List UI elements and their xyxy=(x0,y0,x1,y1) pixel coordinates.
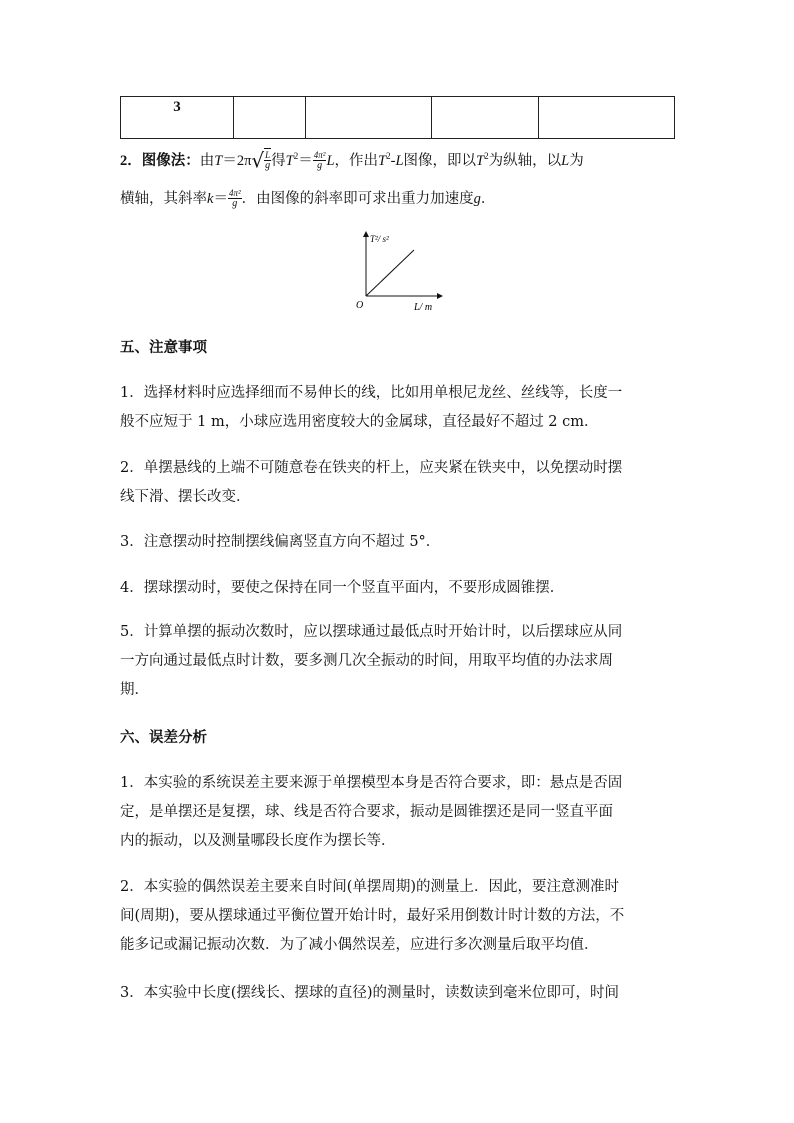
sqrt-sign: √ xyxy=(251,148,265,173)
note-4: 4．摆球摆动时，要使之保持在同一个竖直平面内，不要形成圆锥摆． xyxy=(120,580,565,596)
proportional-line xyxy=(366,250,414,296)
table-cell xyxy=(306,97,432,139)
fraction-numerator: 4π² xyxy=(313,149,326,160)
note-1-line-2: 般不应短于 1 m，小球应选用密度较大的金属球，直径最好不超过 2 cm． xyxy=(120,414,599,430)
var-T: T xyxy=(476,152,485,169)
text: 图像，即以 xyxy=(403,152,477,169)
error-2-line-3: 能多记或漏记振动次数．为了减小偶然误差，应进行多次测量后取平均值． xyxy=(120,937,599,953)
text: 为纵轴，以 xyxy=(488,152,562,169)
table-cell-row-label: 3 xyxy=(121,97,234,139)
text: ． xyxy=(480,191,496,207)
error-1-line-3: 内的振动，以及测量哪段长度作为摆长等． xyxy=(120,833,396,849)
item-number: 2． xyxy=(120,152,142,169)
superscript: 2 xyxy=(293,151,299,161)
table-cell xyxy=(539,97,675,139)
text: 为 xyxy=(569,152,584,169)
formula-eq: ＝ xyxy=(213,191,228,207)
text: ，作出 xyxy=(334,152,379,169)
var-L: L xyxy=(561,152,570,169)
note-5-line-3: 期． xyxy=(120,682,149,698)
fraction-4pi2-over-g xyxy=(228,189,242,209)
note-2-line-2: 线下滑、摆长改变． xyxy=(120,489,251,505)
note-1-line-1: 1．选择材料时应选择细而不易伸长的线，比如用单根尼龙丝、丝线等，长度一 xyxy=(120,385,623,401)
table-row xyxy=(121,97,675,139)
y-axis-label: T²/ s² xyxy=(370,234,389,244)
note-5-line-1: 5．计算单摆的振动次数时，应以摆球通过最低点时开始计时，以后摆球应从同 xyxy=(120,624,623,640)
data-table xyxy=(120,96,675,139)
table-cell xyxy=(234,97,306,139)
method-title: 图像法： xyxy=(141,151,200,169)
text: ．由图像的斜率即可求出重力加速度 xyxy=(241,191,474,207)
fraction-numerator: 4π² xyxy=(228,188,241,198)
var-k: k xyxy=(207,191,214,207)
note-5-line-2: 一方向通过最低点时计数，要多测几次全振动的时间，用取平均值的办法求周 xyxy=(120,653,613,669)
x-axis-label: L/ m xyxy=(414,302,433,313)
section-6-heading: 六、误差分析 xyxy=(120,729,207,746)
var-L: -L xyxy=(390,152,404,169)
method2-line-1 xyxy=(120,144,584,173)
formula-eq: ＝ xyxy=(298,152,313,169)
error-1-line-2: 定，是单摆还是复摆，球、线是否符合要求，振动是圆锥摆还是同一竖直平面 xyxy=(120,804,613,820)
fraction-4pi2-over-g xyxy=(313,151,327,171)
error-3-line-1: 3．本实验中长度(摆线长、摆球的直径)的测量时，读数读到毫米位即可，时间 xyxy=(120,985,620,1001)
text: 由 xyxy=(199,152,215,169)
text: 横轴，其斜率 xyxy=(120,191,207,207)
var-T: T xyxy=(285,152,294,169)
T2-L-graph xyxy=(350,228,460,318)
note-2-line-1: 2．单摆悬线的上端不可随意卷在铁夹的杆上，应夹紧在铁夹中，以免摆动时摆 xyxy=(120,460,623,476)
text: 得 xyxy=(271,152,286,169)
sqrt-expression xyxy=(251,148,271,173)
error-2-line-1: 2．本实验的偶然误差主要来自时间(单摆周期)的测量上．因此，要注意测准时 xyxy=(120,879,620,895)
fraction-numerator: L xyxy=(265,150,271,161)
var-T: T xyxy=(214,152,223,169)
error-2-line-2: 间(周期)，要从摆球通过平衡位置开始计时，最好采用倒数计时计数的方法，不 xyxy=(120,908,625,924)
fraction-denominator: g xyxy=(232,198,238,209)
section-5-heading: 五、注意事项 xyxy=(120,339,207,356)
var-T: T xyxy=(378,152,387,169)
origin-label: O xyxy=(356,300,364,311)
note-3: 3．注意摆动时控制摆线偏离竖直方向不超过 5°． xyxy=(120,534,441,550)
error-1-line-1: 1．本实验的系统误差主要来源于单摆模型本身是否符合要求，即：悬点是否固 xyxy=(120,775,623,791)
fraction-denominator: g xyxy=(265,160,271,172)
superscript: 2 xyxy=(386,151,391,161)
var-L: L xyxy=(326,152,335,169)
method2-line-2 xyxy=(120,186,495,212)
table-cell xyxy=(432,97,539,139)
superscript: 2 xyxy=(484,151,489,161)
fraction-denominator: g xyxy=(317,159,323,171)
var-g: g xyxy=(473,191,481,207)
formula-eq: ＝2π xyxy=(222,152,252,169)
